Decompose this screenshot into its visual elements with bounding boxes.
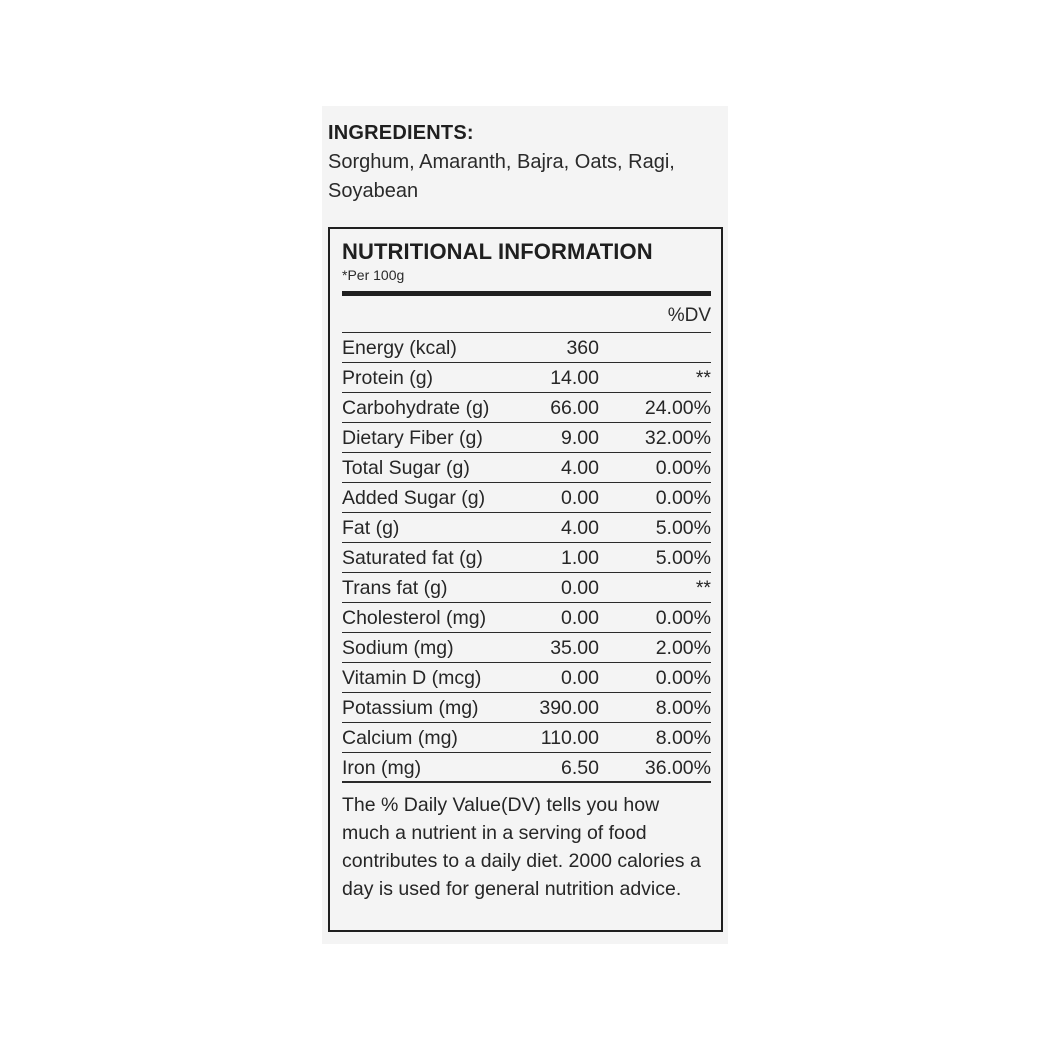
nutrient-amount: 9.00 (561, 427, 599, 449)
table-row (342, 362, 711, 392)
nutrient-dv: 24.00% (644, 397, 711, 419)
table-row (342, 692, 711, 722)
nutrient-name: Vitamin D (mcg) (342, 667, 482, 689)
nutrient-name: Energy (kcal) (342, 337, 457, 359)
dv-column-header: %DV (667, 305, 711, 326)
nutrient-amount: 14.00 (550, 367, 599, 389)
nutrient-amount: 6.50 (561, 757, 599, 779)
nutrient-amount: 0.00 (561, 667, 599, 689)
nutrient-dv: ** (695, 577, 711, 599)
nutrient-amount: 360 (566, 337, 599, 359)
table-row (342, 392, 711, 422)
table-row (342, 722, 711, 752)
nutrient-dv: 2.00% (655, 637, 711, 659)
nutrient-amount: 1.00 (561, 547, 599, 569)
table-row (342, 332, 711, 362)
nutrient-amount: 0.00 (561, 607, 599, 629)
nutrition-title: NUTRITIONAL INFORMATION (342, 239, 653, 264)
nutrient-name: Added Sugar (g) (342, 487, 486, 509)
nutrient-name: Dietary Fiber (g) (342, 427, 483, 449)
nutrient-amount: 66.00 (550, 397, 599, 419)
nutrient-name: Carbohydrate (g) (342, 397, 490, 419)
nutrient-name: Total Sugar (g) (342, 457, 470, 479)
nutrient-dv: 5.00% (655, 547, 711, 569)
product-label-card (322, 106, 728, 944)
table-row (342, 542, 711, 572)
nutrient-name: Sodium (mg) (342, 637, 454, 659)
nutrient-name: Fat (g) (342, 517, 400, 539)
nutrient-name: Saturated fat (g) (342, 547, 483, 569)
nutrient-dv: 5.00% (655, 517, 711, 539)
nutrient-amount: 110.00 (540, 727, 599, 749)
nutrient-amount: 4.00 (561, 457, 599, 479)
table-row (342, 512, 711, 542)
table-row (342, 632, 711, 662)
nutrient-name: Cholesterol (mg) (342, 607, 487, 629)
nutrient-dv: 36.00% (644, 757, 711, 779)
nutrient-name: Potassium (mg) (342, 697, 479, 719)
table-row (342, 602, 711, 632)
daily-value-footnote: The % Daily Value(DV) tells you how much a nutrient in a serving of food contributes to a daily diet. 2000 calories a day is used for general nutrition advice. (342, 794, 701, 900)
nutrient-dv: 32.00% (644, 427, 711, 449)
nutrient-dv: 8.00% (655, 727, 711, 749)
table-row (342, 452, 711, 482)
ingredients-list: Sorghum, Amaranth, Bajra, Oats, Ragi, Soyabean (328, 151, 675, 202)
nutrient-dv: 8.00% (655, 697, 711, 719)
nutrition-table (342, 332, 711, 783)
divider-thick (342, 291, 711, 296)
table-row (342, 662, 711, 692)
nutrition-facts-box (328, 227, 723, 932)
nutrient-dv: ** (695, 367, 711, 389)
nutrient-name: Protein (g) (342, 367, 434, 389)
nutrient-amount: 4.00 (561, 517, 599, 539)
nutrient-dv: 0.00% (655, 457, 711, 479)
serving-basis: *Per 100g (342, 267, 405, 283)
table-row (342, 482, 711, 512)
nutrient-amount: 390.00 (539, 697, 599, 719)
nutrient-dv: 0.00% (655, 487, 711, 509)
table-row (342, 422, 711, 452)
nutrient-dv: 0.00% (655, 607, 711, 629)
nutrient-name: Trans fat (g) (342, 577, 448, 599)
nutrient-amount: 35.00 (550, 637, 599, 659)
nutrient-amount: 0.00 (561, 487, 599, 509)
ingredients-title: INGREDIENTS: (328, 122, 474, 144)
nutrient-name: Iron (mg) (342, 757, 422, 779)
table-row (342, 572, 711, 602)
table-row (342, 752, 711, 783)
nutrient-amount: 0.00 (561, 577, 599, 599)
nutrient-name: Calcium (mg) (342, 727, 458, 749)
nutrient-dv: 0.00% (655, 667, 711, 689)
